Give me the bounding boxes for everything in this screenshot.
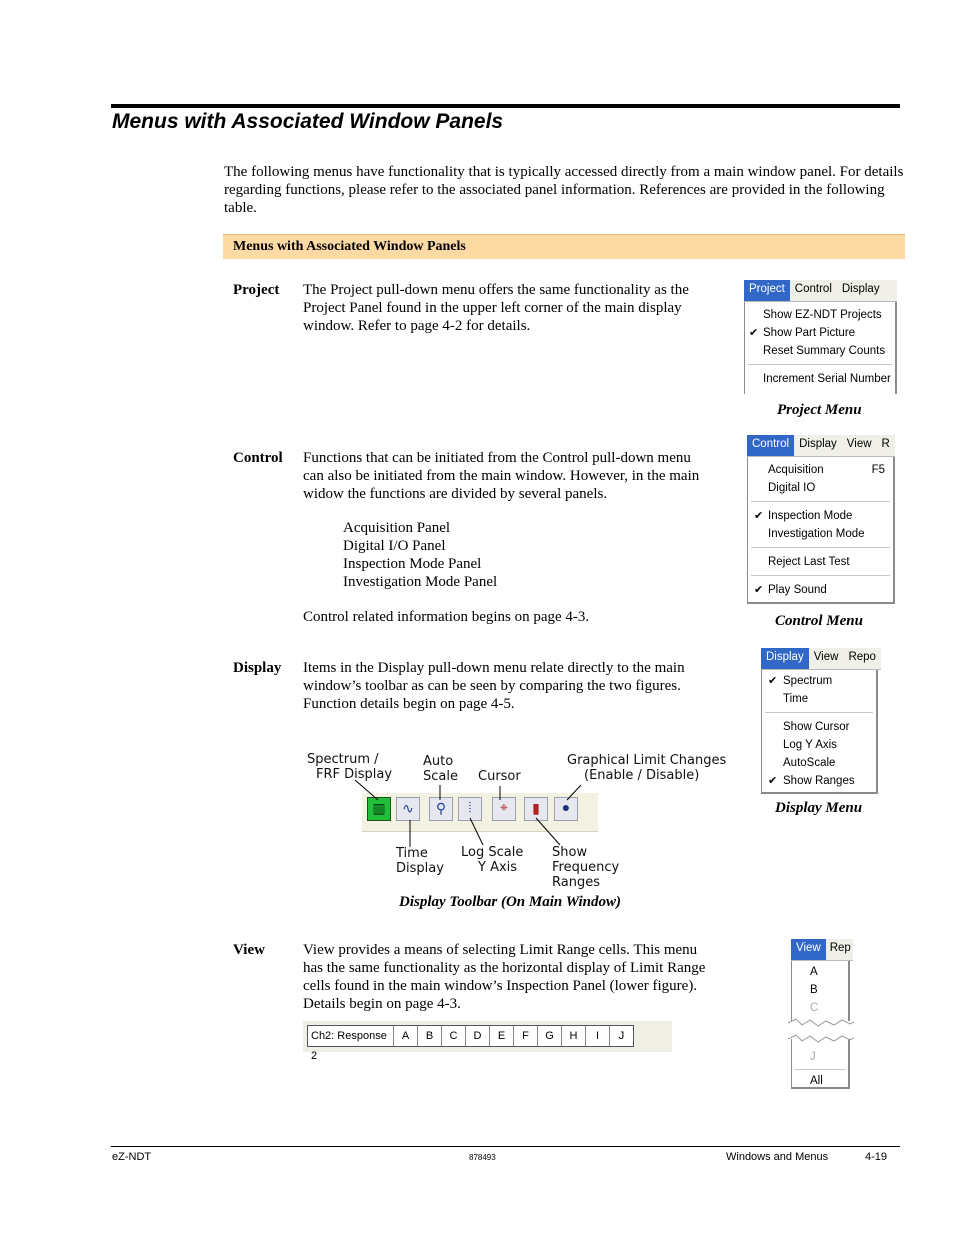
label-line: Y Axis xyxy=(478,860,518,875)
menu-view[interactable]: View xyxy=(846,438,872,450)
toolbar-label-time xyxy=(396,846,444,876)
label-line: Graphical Limit Changes xyxy=(567,753,727,768)
menu-item-label: B xyxy=(810,984,818,996)
display-line: Function details begin on page 4-5. xyxy=(303,696,515,712)
view-line: cells found in the main window’s Inspection Panel (lower figure). xyxy=(303,978,698,994)
menu-item-label: Play Sound xyxy=(768,584,827,596)
footer-section: Windows and Menus xyxy=(726,1151,829,1163)
menu-item-label: J xyxy=(810,1051,816,1063)
menu-item-a[interactable] xyxy=(792,963,818,981)
menu-display[interactable]: Display xyxy=(761,648,809,669)
log-scale-icon[interactable]: ⦙ xyxy=(458,797,482,821)
shortcut-label: F5 xyxy=(871,464,885,476)
view-line: has the same functionality as the horizontal display of Limit Range xyxy=(303,960,706,976)
toolbar-label-spectrum xyxy=(307,752,392,782)
range-cell-i[interactable]: I xyxy=(586,1026,610,1046)
menu-item-label: Inspection Mode xyxy=(768,510,853,522)
menu-control[interactable]: Control xyxy=(747,435,794,456)
menu-item-label: AutoScale xyxy=(783,757,836,769)
menu-item-label: Spectrum xyxy=(783,675,833,687)
menu-separator xyxy=(795,1069,845,1070)
menu-item-label: Show Cursor xyxy=(783,721,850,733)
control-line: Functions that can be initiated from the Control pull-down menu xyxy=(303,450,691,466)
menu-project[interactable]: Project xyxy=(744,280,790,301)
menu-display[interactable]: Display xyxy=(841,283,880,295)
label-line: Frequency xyxy=(552,860,620,875)
label-line: (Enable / Disable) xyxy=(584,768,700,783)
menu-view[interactable]: View xyxy=(791,939,826,960)
menu-item-label: Log Y Axis xyxy=(783,739,837,751)
autoscale-magnifier-icon[interactable]: ⚲ xyxy=(429,797,453,821)
menu-item-label: All xyxy=(810,1075,823,1087)
range-channel-label: Ch2: Response 2 xyxy=(308,1026,394,1046)
control-menu-caption: Control Menu xyxy=(775,613,863,629)
limit-lock-icon[interactable]: ● xyxy=(554,797,578,821)
display-line: window’s toolbar as can be seen by comparing the two figures. xyxy=(303,678,681,694)
checkmark-icon: ✔ xyxy=(754,510,764,522)
range-cell-c[interactable]: C xyxy=(442,1026,466,1046)
display-line: Items in the Display pull-down menu relate directly to the main xyxy=(303,660,685,676)
label-line: Display xyxy=(396,861,444,876)
label-line: Spectrum / xyxy=(307,752,379,767)
term-display: Display xyxy=(233,660,282,676)
label-line: Auto xyxy=(423,754,454,769)
view-line: View provides a means of selecting Limit Range cells. This menu xyxy=(303,942,698,958)
view-menu-dropdown xyxy=(791,961,850,1089)
label-line: Show xyxy=(552,845,588,860)
checkmark-icon: ✔ xyxy=(754,584,764,596)
panel-list-item: Acquisition Panel xyxy=(343,520,451,536)
time-wave-icon[interactable]: ∿ xyxy=(396,797,420,821)
toolbar-label-cursor: Cursor xyxy=(478,769,521,784)
checkmark-icon: ✔ xyxy=(749,327,759,339)
term-view: View xyxy=(233,942,265,958)
menu-display[interactable]: Display xyxy=(799,438,837,450)
menu-item-all[interactable] xyxy=(792,1072,823,1090)
menu-item-label: Show EZ-NDT Projects xyxy=(763,309,882,321)
toolbar-label-logscale xyxy=(461,845,523,875)
range-cell-j[interactable]: J xyxy=(618,1030,625,1042)
label-line: Ranges xyxy=(552,875,600,890)
intro-paragraph: The following menus have functionality that is typically accessed directly from a main window panel. For details regarding functions, please refer to the associated panel information. References are provided in the following table. xyxy=(224,164,904,216)
view-menubar xyxy=(791,939,853,961)
checkmark-icon: ✔ xyxy=(768,775,778,787)
menu-item-label: Show Part Picture xyxy=(763,327,856,339)
project-line: The Project pull-down menu offers the same functionality as the xyxy=(303,282,689,298)
footer-docnumber: 878493 xyxy=(469,1153,496,1162)
toolbar-label-autoscale xyxy=(423,754,458,784)
menu-view[interactable]: View xyxy=(813,651,839,663)
range-cell-g[interactable]: G xyxy=(538,1026,562,1046)
menu-item-label: Reject Last Test xyxy=(768,556,850,568)
torn-edge-graphic xyxy=(788,1013,854,1047)
limit-range-cells-bar xyxy=(303,1021,672,1062)
label-line: FRF Display xyxy=(316,767,393,782)
project-menu-caption: Project Menu xyxy=(777,402,862,418)
menu-item-label: Digital IO xyxy=(768,482,816,494)
menu-repo[interactable]: Repo xyxy=(848,651,876,663)
panel-list-item: Inspection Mode Panel xyxy=(343,556,482,572)
project-line: Project Panel found in the upper left corner of the main display xyxy=(303,300,682,316)
label-line: Scale xyxy=(423,769,458,784)
view-description xyxy=(303,941,733,1013)
panel-list-item: Investigation Mode Panel xyxy=(343,574,498,590)
range-cell-f[interactable]: F xyxy=(514,1026,538,1046)
menu-item-j[interactable] xyxy=(792,1048,816,1066)
display-menu-caption: Display Menu xyxy=(775,800,863,816)
view-line: Details begin on page 4-3. xyxy=(303,996,461,1012)
panel-list-item: Digital I/O Panel xyxy=(343,538,446,554)
footer-page-number: 4-19 xyxy=(865,1151,888,1163)
menu-item-label: Time xyxy=(783,693,809,705)
spectrum-icon[interactable]: ▥ xyxy=(367,797,391,821)
range-cell-b[interactable]: B xyxy=(418,1026,442,1046)
term-project: Project xyxy=(233,282,280,298)
display-toolbar-caption: Display Toolbar (On Main Window) xyxy=(399,894,621,910)
table-header-label: Menus with Associated Window Panels xyxy=(233,239,466,254)
footer-product: eZ-NDT xyxy=(112,1151,152,1163)
range-cell-d[interactable]: D xyxy=(466,1026,490,1046)
frequency-ranges-icon[interactable]: ▮ xyxy=(524,797,548,821)
menu-item-label: Acquisition xyxy=(768,464,824,476)
label-line: Log Scale xyxy=(461,845,524,860)
menu-item-label: Investigation Mode xyxy=(768,528,865,540)
cursor-icon[interactable]: ⌖ xyxy=(492,797,516,821)
checkmark-icon: ✔ xyxy=(768,675,778,687)
footer-rule xyxy=(111,1146,900,1147)
menu-item-b[interactable] xyxy=(792,981,818,999)
control-line: widow the functions are divided by several panels. xyxy=(303,486,608,502)
menu-item-label: C xyxy=(810,1002,819,1014)
toolbar-label-limit xyxy=(567,753,726,783)
range-cell-h[interactable]: H xyxy=(562,1026,586,1046)
menu-r[interactable]: R xyxy=(881,438,890,450)
term-control: Control xyxy=(233,450,283,466)
toolbar-label-ranges xyxy=(552,845,619,890)
menu-rep[interactable]: Rep xyxy=(829,942,851,954)
menu-item-label: Increment Serial Number xyxy=(763,373,891,385)
view-menu-screenshot xyxy=(791,939,853,1089)
page-heading: Menus with Associated Window Panels xyxy=(112,110,504,133)
label-line: Time xyxy=(396,846,428,861)
menu-item-label: Show Ranges xyxy=(783,775,855,787)
project-line: window. Refer to page 4-2 for details. xyxy=(303,318,531,334)
range-cell-a[interactable]: A xyxy=(394,1026,418,1046)
control-line: can also be initiated from the main window. However, in the main xyxy=(303,468,700,484)
control-footer-text: Control related information begins on page 4-3. xyxy=(303,609,590,625)
range-cell-e[interactable]: E xyxy=(490,1026,514,1046)
menu-item-label: A xyxy=(810,966,818,978)
limit-range-cells xyxy=(307,1025,634,1062)
menu-item-label: Reset Summary Counts xyxy=(763,345,886,357)
menu-control[interactable]: Control xyxy=(794,283,832,295)
